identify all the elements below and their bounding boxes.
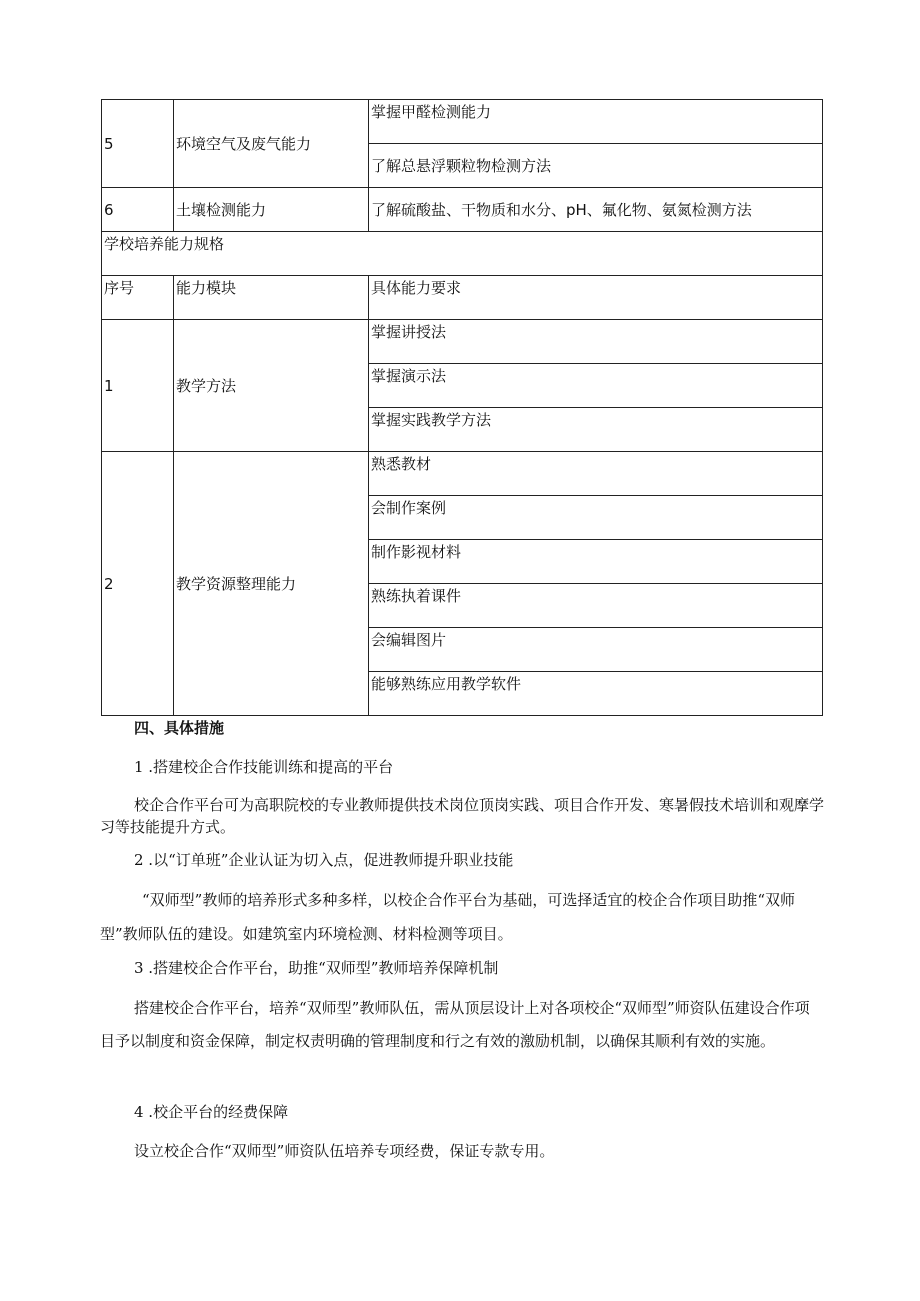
ability-module: 教学资源整理能力 (174, 452, 369, 716)
table-section-title (102, 232, 823, 276)
row-number: 5 (102, 100, 174, 188)
ability-requirement: 能够熟练应用教学软件 (369, 672, 823, 716)
measure-paragraph: 设立校企合作“双师型”师资队伍培养专项经费，保证专款专用。 (134, 1142, 555, 1160)
row-number: 2 (102, 452, 174, 716)
ability-module: 教学方法 (174, 320, 369, 452)
ability-requirement: 会编辑图片 (369, 628, 823, 672)
ability-module: 环境空气及废气能力 (174, 100, 369, 188)
ability-requirement: 掌握甲醛检测能力 (369, 100, 823, 144)
section-title: 学校培养能力规格 (102, 232, 823, 276)
table-header-row (102, 276, 823, 320)
ability-requirement: 熟练执着课件 (369, 584, 823, 628)
ability-requirement: 了解硫酸盐、干物质和水分、pH、氟化物、氨氮检测方法 (369, 188, 823, 232)
measure-paragraph: 校企合作平台可为高职院校的专业教师提供技术岗位顶岗实践、项目合作开发、寒暑假技术培训和观摩学习等技能提升方式。 (100, 796, 825, 836)
header-requirement: 具体能力要求 (369, 276, 823, 320)
header-num: 序号 (102, 276, 174, 320)
ability-table (101, 99, 823, 716)
row-number: 1 (102, 320, 174, 452)
ability-requirement: 会制作案例 (369, 496, 823, 540)
ability-requirement: 掌握实践教学方法 (369, 408, 823, 452)
table-row (102, 100, 823, 144)
measure-title: 3 .搭建校企合作平台，助推“双师型”教师培养保障机制 (134, 959, 499, 977)
measure-title: 2 .以“订单班”企业认证为切入点，促进教师提升职业技能 (134, 851, 514, 869)
row-number: 6 (102, 188, 174, 232)
table-row (102, 452, 823, 496)
ability-requirement: 熟悉教材 (369, 452, 823, 496)
ability-requirement: 掌握演示法 (369, 364, 823, 408)
measure-title: 4 .校企平台的经费保障 (134, 1103, 289, 1121)
header-module: 能力模块 (174, 276, 369, 320)
table-row (102, 188, 823, 232)
measure-paragraph: “双师型”教师的培养形式多种多样，以校企合作平台为基础，可选择适宜的校企合作项目助推“双师型”教师队伍的建设。如建筑室内环境检测、材料检测等项目。 (100, 891, 796, 943)
measure-paragraph: 搭建校企合作平台，培养“双师型”教师队伍，需从顶层设计上对各项校企“双师型”师资队伍建设合作项目予以制度和资金保障，制定权责明确的管理制度和行之有效的激励机制，以确保其顺利有效的实施。 (100, 999, 810, 1050)
measure-title: 1 .搭建校企合作技能训练和提高的平台 (134, 758, 394, 776)
ability-requirement: 制作影视材料 (369, 540, 823, 584)
ability-module: 土壤检测能力 (174, 188, 369, 232)
section-heading: 四、具体措施 (134, 719, 225, 737)
table-row (102, 320, 823, 364)
ability-requirement: 掌握讲授法 (369, 320, 823, 364)
ability-requirement: 了解总悬浮颗粒物检测方法 (369, 144, 823, 188)
